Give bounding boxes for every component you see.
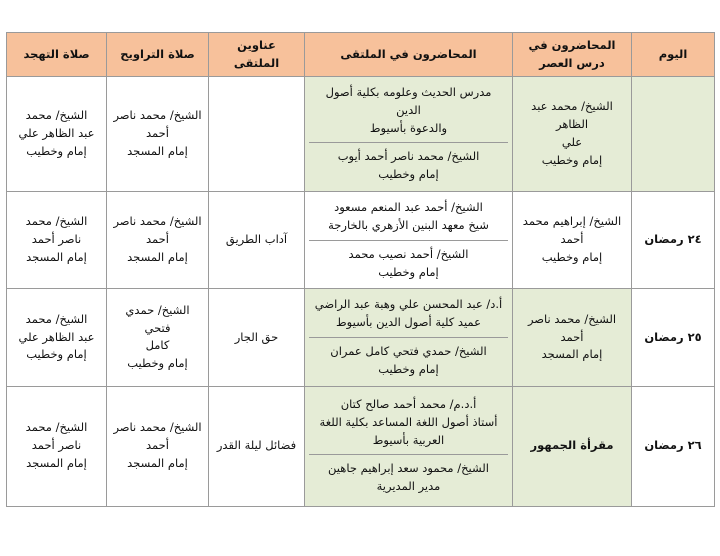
tahajjud-line: عبد الظاهر علي bbox=[18, 126, 95, 141]
taraweeh-line: الشيخ/ حمدي فتحي bbox=[125, 302, 190, 335]
header-forum-lecturers: المحاضرون في الملتقى bbox=[305, 33, 513, 77]
taraweeh-line: كامل bbox=[145, 338, 170, 353]
header-row bbox=[7, 33, 715, 77]
asr-line: إمام المسجد bbox=[541, 347, 603, 362]
asr-cell bbox=[513, 289, 632, 386]
tahajjud-line: إمام المسجد bbox=[26, 250, 87, 265]
forum-lecturer-1 bbox=[309, 291, 508, 337]
tahajjud-line: إمام وخطيب bbox=[26, 143, 87, 158]
taraweeh-line: الشيخ/ محمد ناصر bbox=[113, 214, 202, 229]
forum-line: الشيخ/ أحمد عبد المنعم مسعود bbox=[334, 200, 483, 215]
forum-lecturers-cell bbox=[305, 192, 513, 289]
forum-line: إمام وخطيب bbox=[378, 264, 439, 279]
asr-line: الشيخ/ إبراهيم محمد bbox=[522, 214, 622, 229]
forum-title-cell: آداب الطريق bbox=[209, 192, 305, 289]
schedule-table bbox=[6, 32, 715, 507]
header-asr: المحاضرون في درس العصر bbox=[513, 33, 632, 77]
taraweeh-line: الشيخ/ محمد ناصر bbox=[113, 420, 202, 435]
forum-line: الشيخ/ أحمد نصيب محمد bbox=[348, 246, 469, 261]
day-cell: ٢٥ رمضان bbox=[632, 289, 715, 386]
forum-lecturer-2 bbox=[309, 454, 508, 501]
forum-lecturer-1 bbox=[309, 194, 508, 240]
tahajjud-line: ناصر أحمد bbox=[31, 438, 82, 453]
taraweeh-line: أحمد bbox=[146, 126, 169, 141]
table-row bbox=[7, 192, 715, 289]
taraweeh-cell bbox=[107, 386, 209, 506]
tahajjud-line: الشيخ/ محمد bbox=[25, 214, 88, 229]
forum-line: مدرس الحديث وعلومه بكلية أصول الدين bbox=[325, 85, 492, 117]
day-cell: ٢٤ رمضان bbox=[632, 192, 715, 289]
forum-line: العربية بأسيوط bbox=[372, 432, 445, 447]
asr-line: الشيخ/ محمد عبد الظاهر bbox=[531, 99, 613, 132]
taraweeh-line: إمام وخطيب bbox=[127, 356, 188, 371]
header-taraweeh: صلاة التراويح bbox=[107, 33, 209, 77]
forum-lecturer-2 bbox=[309, 240, 508, 287]
forum-lecturers-cell bbox=[305, 289, 513, 386]
tahajjud-line: الشيخ/ محمد bbox=[25, 420, 88, 435]
forum-lecturer-2 bbox=[309, 142, 508, 189]
taraweeh-line: إمام المسجد bbox=[127, 455, 188, 470]
forum-line: الشيخ/ محمود سعد إبراهيم جاهين bbox=[328, 461, 489, 476]
forum-line: أ.د/ عبد المحسن علي وهبة عبد الراضي bbox=[314, 297, 503, 312]
forum-title-cell bbox=[209, 77, 305, 192]
asr-cell: مقرأة الجمهور bbox=[513, 386, 632, 506]
forum-line: أستاذ أصول اللغة المساعد بكلية اللغة bbox=[319, 414, 498, 429]
forum-line: عميد كلية أصول الدين بأسيوط bbox=[336, 315, 481, 330]
header-tahajjud: صلاة التهجد bbox=[7, 33, 107, 77]
table-row bbox=[7, 289, 715, 386]
taraweeh-line: أحمد bbox=[146, 438, 169, 453]
forum-line: الشيخ/ محمد ناصر أحمد أيوب bbox=[337, 149, 480, 164]
asr-line: الشيخ/ محمد ناصر أحمد bbox=[527, 311, 617, 344]
forum-lecturer-1 bbox=[309, 79, 508, 142]
table-row bbox=[7, 77, 715, 192]
forum-line: إمام وخطيب bbox=[378, 361, 439, 376]
forum-lecturers-cell bbox=[305, 77, 513, 192]
tahajjud-line: الشيخ/ محمد bbox=[25, 108, 88, 123]
forum-line: أ.د.م/ محمد أحمد صالح كتان bbox=[340, 397, 477, 412]
forum-line: والدعوة بأسيوط bbox=[369, 120, 448, 135]
tahajjud-cell bbox=[7, 289, 107, 386]
asr-line: إمام وخطيب bbox=[541, 250, 603, 265]
tahajjud-line: ناصر أحمد bbox=[31, 232, 82, 247]
taraweeh-cell bbox=[107, 192, 209, 289]
forum-line: مدير المديرية bbox=[376, 479, 441, 494]
taraweeh-cell bbox=[107, 77, 209, 192]
forum-lecturers-cell bbox=[305, 386, 513, 506]
day-cell bbox=[632, 77, 715, 192]
forum-line: شيخ معهد البنين الأزهري بالخارجة bbox=[328, 217, 489, 232]
forum-lecturer-2 bbox=[309, 337, 508, 384]
tahajjud-cell bbox=[7, 386, 107, 506]
tahajjud-line: إمام المسجد bbox=[26, 455, 87, 470]
forum-title-cell: حق الجار bbox=[209, 289, 305, 386]
taraweeh-line: أحمد bbox=[146, 232, 169, 247]
tahajjud-cell bbox=[7, 77, 107, 192]
table-row bbox=[7, 386, 715, 506]
taraweeh-line: إمام المسجد bbox=[127, 143, 188, 158]
asr-cell bbox=[513, 192, 632, 289]
asr-line: علي bbox=[561, 135, 583, 150]
taraweeh-line: الشيخ/ محمد ناصر bbox=[113, 108, 202, 123]
tahajjud-line: إمام وخطيب bbox=[26, 347, 87, 362]
forum-title-cell: فضائل ليلة القدر bbox=[209, 386, 305, 506]
tahajjud-line: الشيخ/ محمد bbox=[25, 311, 88, 326]
forum-line: الشيخ/ حمدي فتحي كامل عمران bbox=[330, 343, 487, 358]
asr-line: إمام وخطيب bbox=[541, 152, 603, 167]
day-cell: ٢٦ رمضان bbox=[632, 386, 715, 506]
asr-cell bbox=[513, 77, 632, 192]
forum-lecturer-1 bbox=[309, 391, 508, 454]
header-forum-titles: عناوين الملتقى bbox=[209, 33, 305, 77]
forum-line: إمام وخطيب bbox=[378, 167, 439, 182]
tahajjud-cell bbox=[7, 192, 107, 289]
tahajjud-line: عبد الظاهر علي bbox=[18, 329, 95, 344]
taraweeh-cell bbox=[107, 289, 209, 386]
asr-line: أحمد bbox=[560, 232, 584, 247]
header-day: اليوم bbox=[632, 33, 715, 77]
taraweeh-line: إمام المسجد bbox=[127, 250, 188, 265]
